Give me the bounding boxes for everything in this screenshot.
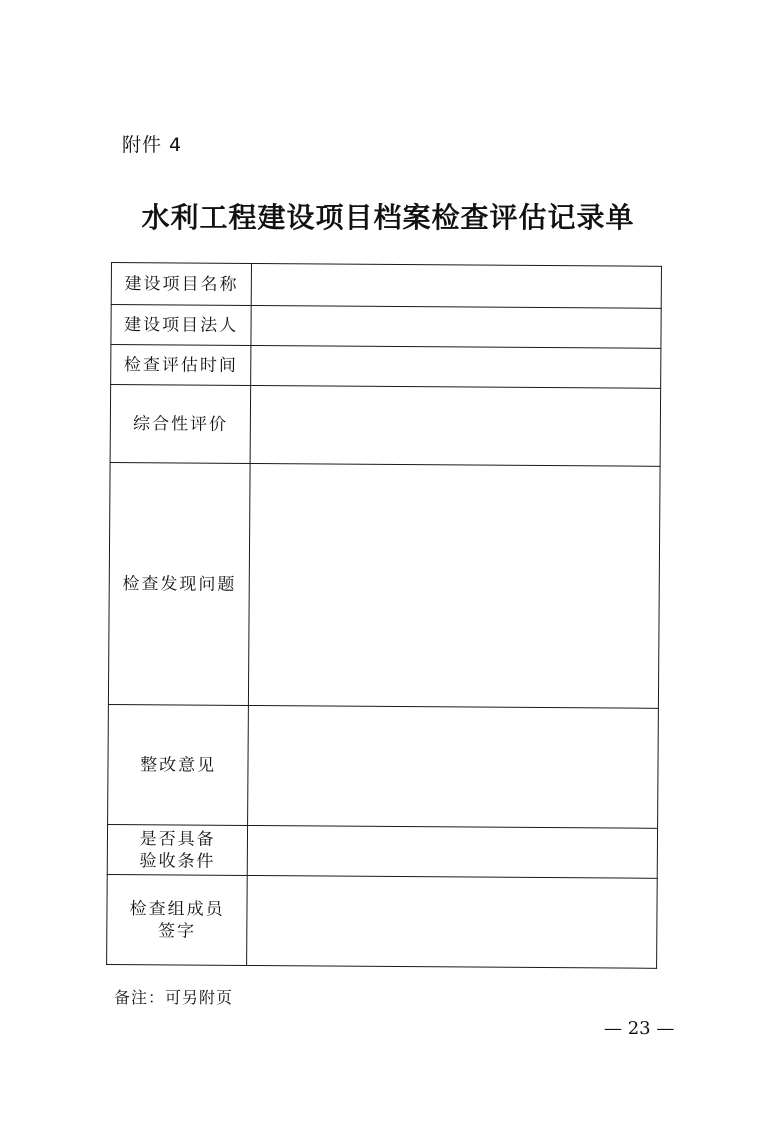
attachment-label: 附件 4 xyxy=(122,134,183,156)
form-row-rectification-opinions xyxy=(108,704,659,828)
acceptance-eligibility-field[interactable] xyxy=(248,825,658,878)
page-number: — 23 — xyxy=(604,1018,675,1039)
rectification-opinions-label: 整改意见 xyxy=(108,704,249,825)
issues-found-field[interactable] xyxy=(249,463,660,708)
team-signatures-label xyxy=(107,874,248,965)
inspection-time-field[interactable] xyxy=(251,345,661,388)
acceptance-eligibility-label-line-1: 是否具备 xyxy=(139,828,216,850)
page-title: 水利工程建设项目档案检查评估记录单 xyxy=(141,201,635,234)
project-name-label: 建设项目名称 xyxy=(111,263,252,306)
overall-evaluation-label: 综合性评价 xyxy=(110,385,251,464)
issues-found-label: 检查发现问题 xyxy=(108,462,250,705)
project-name-field[interactable] xyxy=(252,263,662,308)
project-legal-person-label: 建设项目法人 xyxy=(111,305,252,346)
acceptance-eligibility-label xyxy=(107,824,248,875)
team-signatures-label-line-2: 签字 xyxy=(157,920,197,942)
team-signatures-field[interactable] xyxy=(247,875,657,968)
rectification-opinions-field[interactable] xyxy=(248,705,659,828)
overall-evaluation-field[interactable] xyxy=(250,385,660,466)
form-row-overall-evaluation xyxy=(110,385,661,467)
form-row-team-signatures xyxy=(107,874,658,968)
inspection-record-form xyxy=(106,262,662,969)
form-row-issues-found xyxy=(108,462,660,708)
inspection-time-label: 检查评估时间 xyxy=(111,345,252,386)
form-row-project-name xyxy=(111,263,661,309)
team-signatures-label-line-1: 检查组成员 xyxy=(129,898,225,920)
form-row-project-legal-person xyxy=(111,305,661,349)
form-row-acceptance-eligibility xyxy=(107,824,657,878)
acceptance-eligibility-label-line-2: 验收条件 xyxy=(139,850,216,872)
form-row-inspection-time xyxy=(111,345,661,389)
project-legal-person-field[interactable] xyxy=(251,305,661,348)
footnote: 备注：可另附页 xyxy=(114,988,234,1007)
